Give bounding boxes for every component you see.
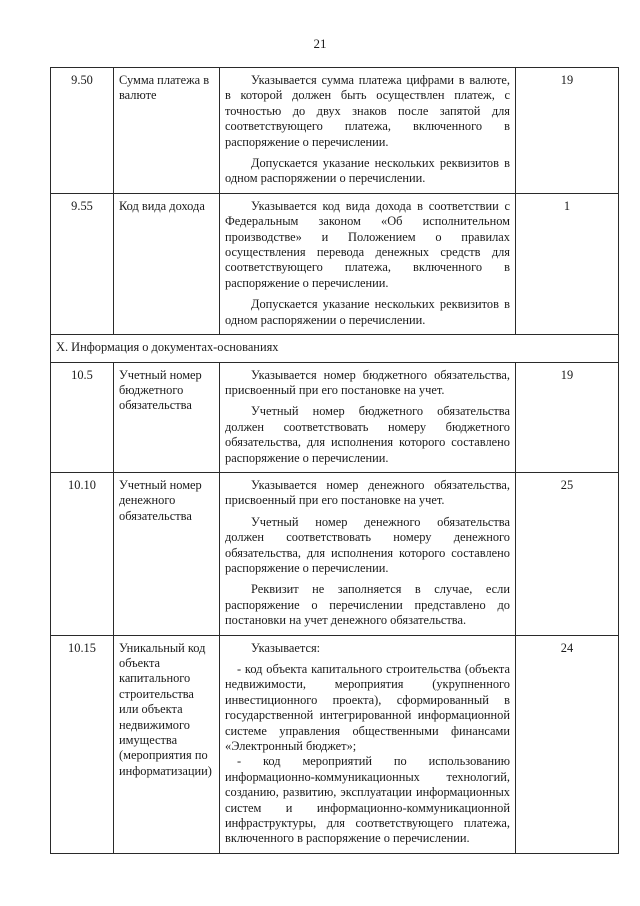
section-title: X. Информация о документах-основаниях xyxy=(51,335,619,362)
description-paragraph: Указывается код вида дохода в соответствии с Федеральным законом «Об исполнительном производстве» и Положением о правилах осуществления перевода денежных средств для соответствующего платежа, включенного в распоряжение о перечислении. xyxy=(225,198,510,290)
row-description xyxy=(220,362,516,472)
row-name: Код вида дохода xyxy=(114,193,220,334)
row-description xyxy=(220,472,516,635)
description-paragraph: Указывается номер бюджетного обязательства, присвоенный при его постановке на учет. xyxy=(225,367,510,397)
description-paragraph: Реквизит не заполняется в случае, если распоряжение о перечислении представлено до постановки на учет денежного обязательства. xyxy=(225,582,510,628)
row-length: 19 xyxy=(516,68,619,194)
row-name: Уникальный код объекта капитального строительства или объекта недвижимого имущества (мероприятия по информатизации) xyxy=(114,635,220,853)
description-intro: Указывается: xyxy=(251,640,321,655)
row-description xyxy=(220,193,516,334)
description-paragraph: Учетный номер денежного обязательства должен соответствовать номеру денежного обязательства, для исполнения которого составлено распоряжение о перечислении. xyxy=(225,514,510,575)
table-row xyxy=(51,635,619,853)
row-name: Учетный номер бюджетного обязательства xyxy=(114,362,220,472)
row-name: Сумма платежа в валюте xyxy=(114,68,220,194)
section-row xyxy=(51,335,619,362)
row-code: 10.5 xyxy=(51,362,114,472)
row-code: 10.10 xyxy=(51,472,114,635)
description-list-item: - код объекта капитального строительства (объекта недвижимости, мероприятия (укрупненного инвестиционного проекта), сформированный в государственной интегрированной информационной системе управления общественными финансами «Электронный бюджет»; xyxy=(225,662,510,754)
description-paragraph: Допускается указание нескольких реквизитов в одном распоряжении о перечислении. xyxy=(225,297,510,327)
table-row xyxy=(51,362,619,472)
row-description xyxy=(220,635,516,853)
row-code: 9.50 xyxy=(51,68,114,194)
description-paragraph: Указывается сумма платежа цифрами в валюте, в которой должен быть осуществлен платеж, с точностью до двух знаков после запятой для соответствующего платежа, включенного в распоряжение о перечислении. xyxy=(225,73,510,149)
row-code: 9.55 xyxy=(51,193,114,334)
row-code: 10.15 xyxy=(51,635,114,853)
table-row xyxy=(51,193,619,334)
description-list-item: - код мероприятий по использованию информационно-коммуникационных технологий, созданию, развитию, эксплуатации информационных систем и информационно-коммуникационной инфраструктуры, для соответствующего платежа, включенного в распоряжение о перечислении. xyxy=(225,754,510,846)
row-length: 24 xyxy=(516,635,619,853)
page-number: 21 xyxy=(313,36,327,51)
row-length: 1 xyxy=(516,193,619,334)
description-paragraph: Допускается указание нескольких реквизитов в одном распоряжении о перечислении. xyxy=(225,156,510,186)
requisites-table xyxy=(50,67,619,854)
description-paragraph: Указывается номер денежного обязательства, присвоенный при его постановке на учет. xyxy=(225,477,510,508)
description-paragraph: Учетный номер бюджетного обязательства должен соответствовать номеру бюджетного обязательства, для исполнения которого составлено распоряжение о перечислении. xyxy=(225,404,510,465)
row-name: Учетный номер денежного обязательства xyxy=(114,472,220,635)
row-description xyxy=(220,68,516,194)
table-row xyxy=(51,472,619,635)
row-length: 19 xyxy=(516,362,619,472)
row-length: 25 xyxy=(516,472,619,635)
table-row xyxy=(51,68,619,194)
